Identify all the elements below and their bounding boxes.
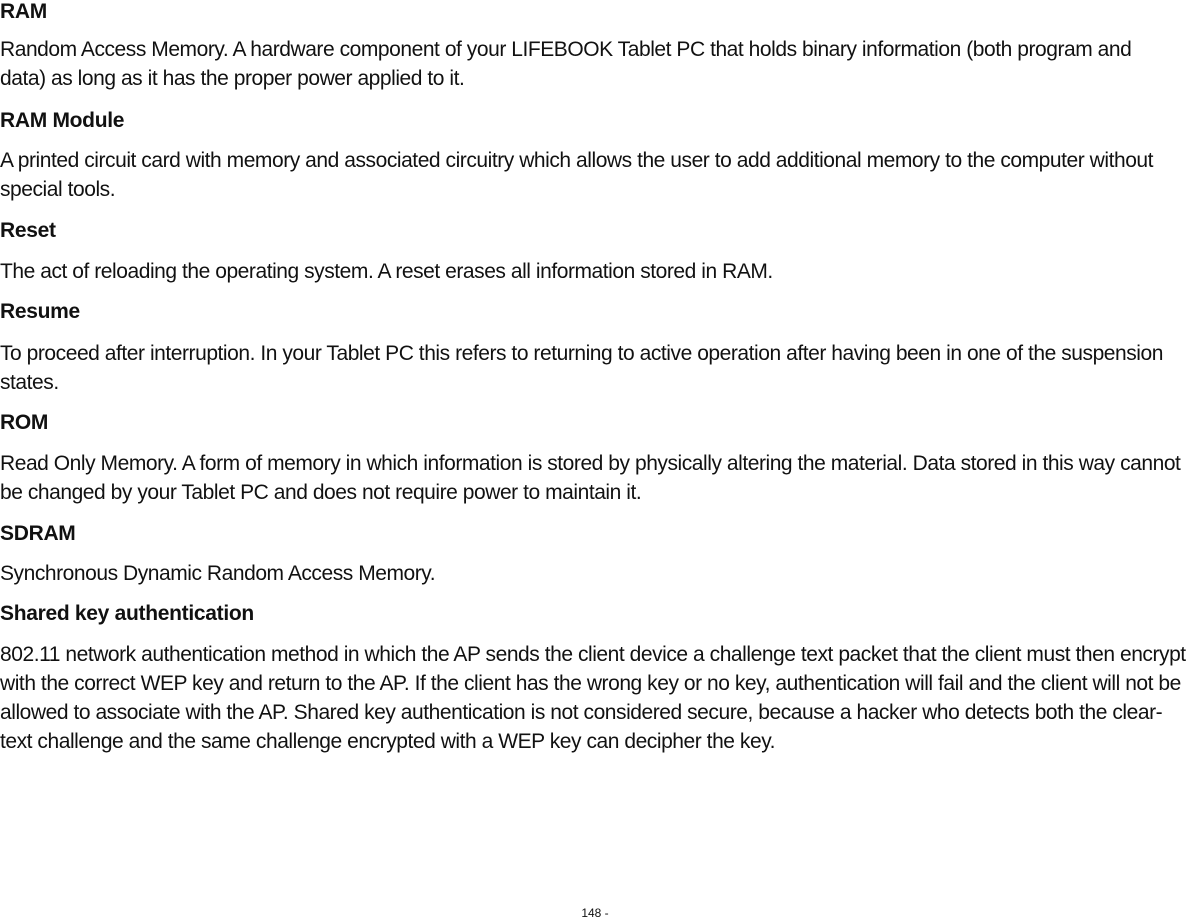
glossary-term: Reset [0, 219, 56, 242]
glossary-definition: A printed circuit card with memory and associated circuitry which allows the user to add additional memory to the computer without special tools. [0, 149, 1154, 201]
glossary-term: SDRAM [0, 522, 76, 545]
page-number: 148 - [581, 906, 609, 920]
glossary-definition: The act of reloading the operating system. A reset erases all information stored in RAM. [0, 260, 773, 283]
glossary-term: Shared key authentication [0, 602, 254, 625]
glossary-definition: Read Only Memory. A form of memory in which information is stored by physically altering the material. Data stored in this way cannot be changed by your Tablet PC and does not require power to maintain it. [0, 452, 1181, 504]
glossary-term: ROM [0, 411, 49, 434]
glossary-term: RAM [0, 0, 47, 23]
glossary-definition: 802.11 network authentication method in which the AP sends the client device a challenge text packet that the client must then encrypt with the correct WEP key and return to the AP. If the client has the wrong key or no key, authentication will fail and the client will not be allowed to associate with the AP. Shared key authentication is not considered secure, because a hacker who detects both the clear-text challenge and the same challenge encrypted with a WEP key can decipher the key. [0, 643, 1186, 753]
glossary-term: Resume [0, 300, 80, 323]
glossary-definition: Synchronous Dynamic Random Access Memory. [0, 562, 436, 585]
glossary-definition: To proceed after interruption. In your Tablet PC this refers to returning to active operation after having been in one of the suspension states. [0, 342, 1163, 394]
glossary-term: RAM Module [0, 109, 125, 132]
glossary-definition: Random Access Memory. A hardware component of your LIFEBOOK Tablet PC that holds binary information (both program and data) as long as it has the proper power applied to it. [0, 38, 1132, 90]
